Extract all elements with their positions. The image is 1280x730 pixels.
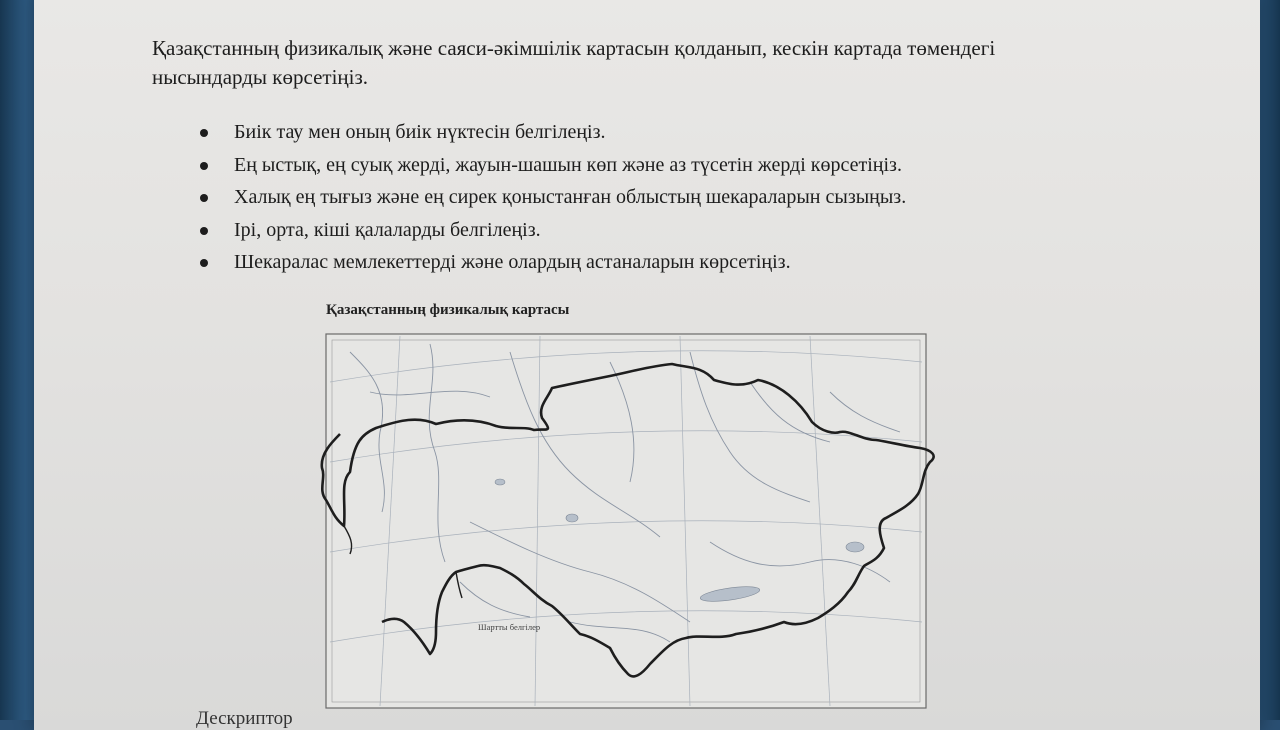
list-item: Биік тау мен оның биік нүктесін белгілеңіз. bbox=[196, 116, 1096, 149]
list-item: Шекаралас мемлекеттерді және олардың астаналарын көрсетіңіз. bbox=[196, 246, 1096, 279]
map-frame bbox=[326, 334, 926, 708]
task-instruction: Қазақстанның физикалық және саяси-әкімшілік картасын қолданып, кескін картада төмендегі нысындарды көрсетіңіз. bbox=[152, 36, 996, 89]
list-item: Халық ең тығыз және ең сирек қоныстанған облыстың шекараларын сызыңыз. bbox=[196, 181, 1096, 214]
list-item: Ең ыстық, ең суық жерді, жауын-шашын көп және аз түсетін жерді көрсетіңіз. bbox=[196, 149, 1096, 182]
map-legend-label: Шартты белгілер bbox=[478, 622, 541, 632]
bullet-icon bbox=[200, 259, 208, 267]
bullet-icon bbox=[200, 162, 208, 170]
kazakhstan-outline-map bbox=[310, 322, 950, 714]
bullet-icon bbox=[200, 227, 208, 235]
bullet-icon bbox=[200, 194, 208, 202]
list-item: Ірі, орта, кіші қалаларды белгілеңіз. bbox=[196, 214, 1096, 247]
descriptor-heading: Дескриптор bbox=[196, 708, 293, 729]
bullet-icon bbox=[200, 129, 208, 137]
task-list bbox=[196, 116, 1096, 279]
map-title: Қазақстанның физикалық картасы bbox=[326, 302, 570, 318]
